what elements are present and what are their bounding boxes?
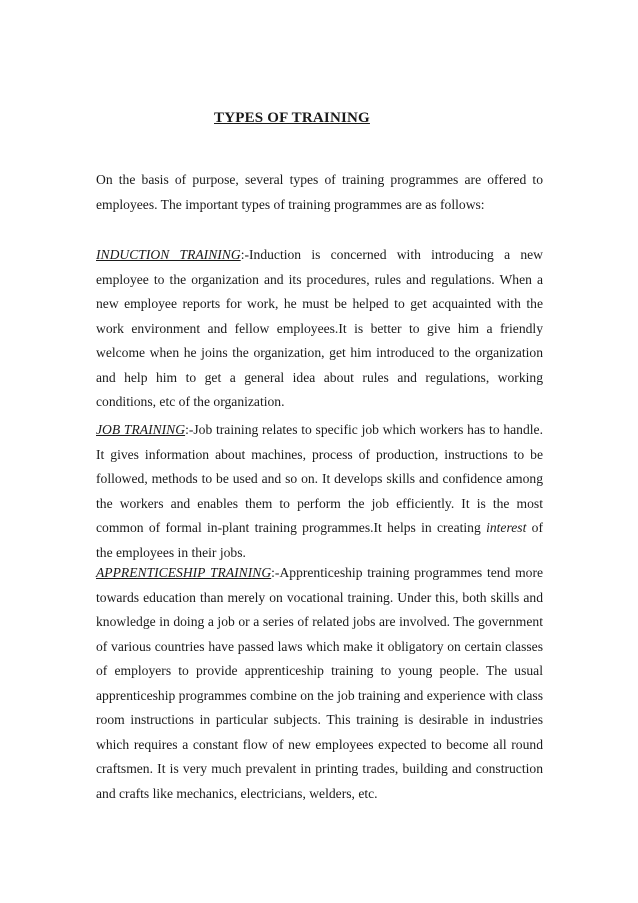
page-title: TYPES OF TRAINING [214,110,370,126]
job-training-body: :-Job training relates to specific job which workers has to handle. It gives information about machines, process of production, instructions to be followed, methods to be used and so on. It develops skills and confidence among the workers and enables them to perform the job efficiently. It is the most common of formal in-plant training programmes.It helps in creating [96,422,543,535]
intro-paragraph: On the basis of purpose, several types of training programmes are offered to employees. The important types of training programmes are as follows: [96,172,543,212]
job-training-body-end: of the employees in their jobs. [96,520,543,560]
job-training-paragraph [96,418,543,565]
induction-training-paragraph [96,243,543,415]
apprenticeship-training-paragraph [96,561,543,806]
induction-training-body: :-Induction is concerned with introducing a new employee to the organization and its procedures, rules and regulations. When a new employee reports for work, he must be helped to get acquainted with the work environment and fellow employees.It is better to give him a friendly welcome when he joins the organization, get him introduced to the organization and help him to get a general idea about rules and regulations, working conditions, etc of the organization. [96,247,543,409]
job-training-heading: JOB TRAINING [96,422,186,437]
apprenticeship-training-heading: APPRENTICESHIP TRAINING [96,565,272,580]
induction-training-heading: INDUCTION TRAINING [96,247,241,262]
job-training-emphasis: interest [486,520,527,535]
apprenticeship-training-body: :-Apprenticeship training programmes tend more towards education than merely on vocational training. Under this, both skills and knowledge in doing a job or a series of related jobs are involved. The government of various countries have passed laws which make it obligatory on certain classes of employers to provide apprenticeship training to young people. The usual apprenticeship programmes combine on the job training and experience with class room instructions in particular subjects. This training is desirable in industries which requires a constant flow of new employees expected to become all round craftsmen. It is very much prevalent in printing trades, building and construction and crafts like mechanics, electricians, welders, etc. [96,565,544,801]
